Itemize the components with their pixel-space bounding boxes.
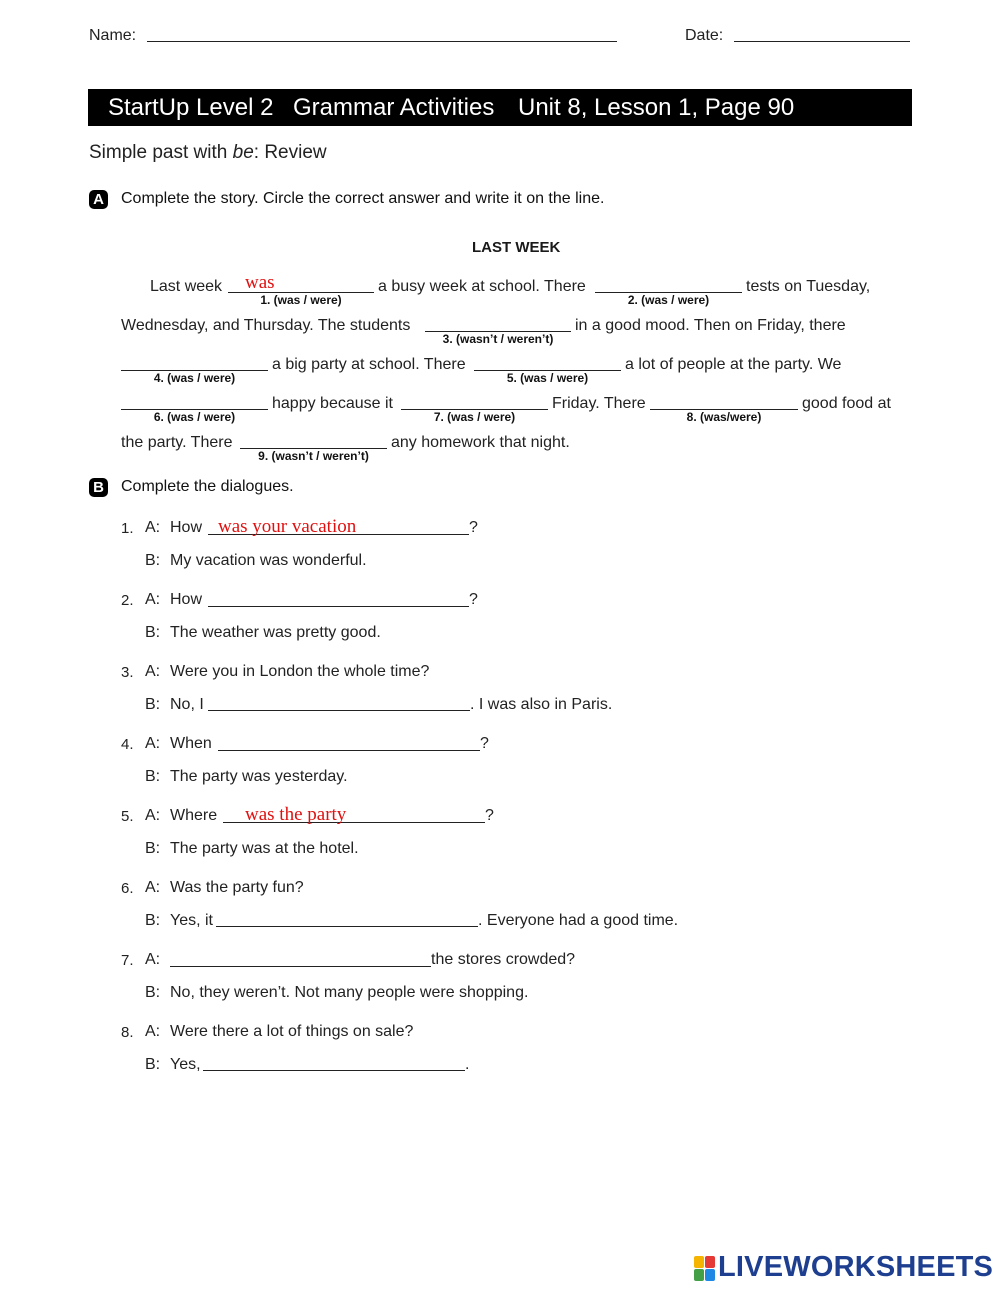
speaker-b-label: B: [145, 840, 161, 857]
dialogue-text: How [170, 519, 203, 536]
section-a-badge: A [89, 190, 108, 209]
dialogue-number: 4. [121, 736, 134, 753]
section-b-instruction: Complete the dialogues. [121, 478, 294, 495]
dialogue-8-blank[interactable] [203, 1070, 465, 1071]
dialogue-text: ? [480, 735, 489, 752]
blank-5-caption: 5. (was / were) [506, 371, 589, 385]
name-label: Name: [89, 27, 137, 44]
dialogue-text: Yes, [170, 1056, 201, 1073]
dialogue-text: When [170, 735, 212, 752]
dialogue-text: the stores crowded? [431, 951, 576, 968]
story-text: any homework that night. [391, 434, 570, 451]
subtitle-prefix: Simple past with [89, 142, 233, 163]
dialogue-text: ? [485, 807, 494, 824]
section-a-instruction: Complete the story. Circle the correct answer and write it on the line. [121, 190, 605, 207]
speaker-b-label: B: [145, 912, 161, 929]
dialogue-text: . [465, 1056, 470, 1073]
subtitle-italic: be [232, 142, 254, 163]
story-text: Friday. There [552, 395, 646, 412]
banner-activity: Grammar Activities [293, 94, 495, 121]
dialogue-text: Were there a lot of things on sale? [170, 1023, 414, 1040]
story-text: a big party at school. There [272, 356, 466, 373]
dialogue-text: The weather was pretty good. [170, 624, 381, 641]
date-label: Date: [685, 27, 724, 44]
banner-location: Unit 8, Lesson 1, Page 90 [518, 94, 795, 121]
dialogue-number: 2. [121, 592, 134, 609]
dialogue-text: The party was at the hotel. [170, 840, 359, 857]
logo-square-icon [694, 1256, 704, 1268]
blank-1-answer[interactable]: was [245, 272, 275, 293]
dialogue-text: ? [469, 591, 478, 608]
story-text: the party. There [121, 434, 233, 451]
speaker-b-label: B: [145, 552, 161, 569]
blank-1-caption: 1. (was / were) [260, 293, 342, 307]
blank-2-caption: 2. (was / were) [627, 293, 710, 307]
dialogue-number: 6. [121, 880, 134, 897]
dialogue-1-answer[interactable]: was your vacation [218, 516, 357, 537]
dialogue-text: The party was yesterday. [170, 768, 348, 785]
dialogue-3-blank[interactable] [208, 710, 470, 711]
dialogue-7-blank[interactable] [170, 966, 431, 967]
page-subtitle [89, 142, 327, 164]
dialogue-4-blank[interactable] [218, 750, 480, 751]
blank-9-caption: 9. (wasn’t / weren’t) [258, 449, 369, 463]
date-input-line[interactable] [734, 41, 910, 42]
title-banner [88, 89, 912, 126]
dialogue-number: 1. [121, 520, 134, 537]
dialogue-text: My vacation was wonderful. [170, 552, 367, 569]
dialogue-text: . I was also in Paris. [470, 696, 613, 713]
dialogue-text: Yes, it [170, 912, 213, 929]
story-text: happy because it [272, 395, 393, 412]
speaker-a-label: A: [145, 519, 161, 536]
speaker-a-label: A: [145, 951, 161, 968]
story-text: tests on Tuesday, [746, 278, 871, 295]
blank-6-caption: 6. (was / were) [153, 410, 236, 424]
dialogue-text: No, they weren’t. Not many people were shopping. [170, 984, 529, 1001]
blank-8-caption: 8. (was/were) [686, 410, 762, 424]
blank-4-caption: 4. (was / were) [153, 371, 236, 385]
story-text: in a good mood. Then on Friday, there [575, 317, 846, 334]
dialogue-2-blank[interactable] [208, 606, 469, 607]
speaker-b-label: B: [145, 624, 161, 641]
logo-text: LIVEWORKSHEETS [718, 1251, 994, 1283]
story-text: Last week [150, 278, 223, 295]
name-input-line[interactable] [147, 41, 617, 42]
story-title: LAST WEEK [472, 239, 561, 256]
section-b-badge: B [89, 478, 108, 497]
subtitle-suffix: : Review [253, 142, 327, 163]
speaker-b-label: B: [145, 1056, 161, 1073]
speaker-a-label: A: [145, 663, 161, 680]
speaker-a-label: A: [145, 807, 161, 824]
dialogue-text: Where [170, 807, 218, 824]
logo-square-icon [705, 1256, 715, 1268]
dialogue-text: Were you in London the whole time? [170, 663, 430, 680]
speaker-a-label: A: [145, 879, 161, 896]
story-text: a busy week at school. There [378, 278, 586, 295]
speaker-a-label: A: [145, 735, 161, 752]
dialogue-5-answer[interactable]: was the party [245, 804, 347, 825]
blank-3-caption: 3. (wasn’t / weren’t) [442, 332, 554, 346]
dialogue-text: Was the party fun? [170, 879, 304, 896]
logo-square-icon [694, 1269, 704, 1281]
speaker-b-label: B: [145, 696, 161, 713]
story-text: good food at [802, 395, 891, 412]
dialogue-number: 7. [121, 952, 134, 969]
banner-level: StartUp Level 2 [108, 94, 274, 121]
dialogue-number: 5. [121, 808, 134, 825]
dialogue-text: . Everyone had a good time. [478, 912, 679, 929]
speaker-a-label: A: [145, 591, 161, 608]
story-text: Wednesday, and Thursday. The students [121, 317, 411, 334]
speaker-a-label: A: [145, 1023, 161, 1040]
logo-icon [694, 1256, 716, 1282]
story-text: a lot of people at the party. We [625, 356, 842, 373]
speaker-b-label: B: [145, 768, 161, 785]
blank-7-caption: 7. (was / were) [433, 410, 516, 424]
dialogue-number: 8. [121, 1024, 134, 1041]
dialogue-text: How [170, 591, 203, 608]
logo-square-icon [705, 1269, 715, 1281]
speaker-b-label: B: [145, 984, 161, 1001]
dialogue-text: No, I [170, 696, 204, 713]
dialogue-text: ? [469, 519, 478, 536]
dialogue-6-blank[interactable] [216, 926, 478, 927]
dialogue-number: 3. [121, 664, 134, 681]
